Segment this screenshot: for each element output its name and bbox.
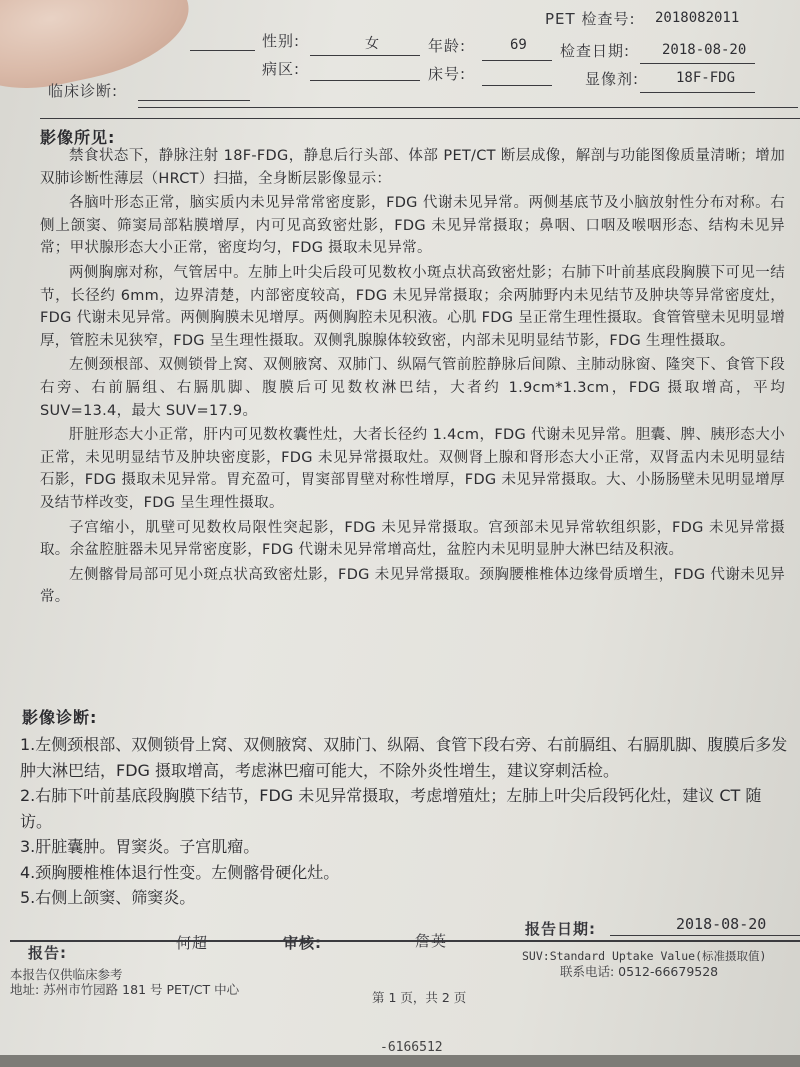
tracer-label: 显像剂: <box>585 70 640 88</box>
reviewer-name: 詹英 <box>415 932 448 950</box>
exam-date-value: 2018-08-20 <box>662 42 747 58</box>
bed-label: 床号: <box>428 65 467 83</box>
diagnosis-list <box>20 732 790 911</box>
reviewer-label: 审核: <box>283 934 322 952</box>
report-date-underline <box>610 935 800 936</box>
findings-paragraph: 肝脏形态大小正常，肝内可见数枚囊性灶，大者长径约 1.4cm，FDG 代谢未见异常。胆囊、脾、胰形态大小正常，未见明显结节及肿块密度影，FDG 未见异常摄取灶。双侧肾上腺和肾形态大小正常，双肾盂内未见明显结石影，FDG 摄取未见异常。胃充盈可，胃窦部胃壁对称性增厚，FDG 未见异常摄取。大、小肠肠壁未见明显增厚及结节样改变，FDG 呈生理性摄取。 <box>40 427 785 511</box>
reporter-name: 何超 <box>176 934 209 952</box>
pet-no-label: PET 检查号: <box>545 10 636 28</box>
diagnosis-item: 4.颈胸腰椎椎体退行性变。左侧髂骨硬化灶。 <box>20 862 340 882</box>
bed-underline <box>482 85 552 86</box>
exam-date-label: 检查日期: <box>560 42 631 60</box>
diagnosis-item: 1.左侧颈根部、双侧锁骨上窝、双侧腋窝、双肺门、纵隔、食管下段右旁、右前膈组、右膈肌脚、腹膜后多发肿大淋巴结，FDG 摄取增高，考虑淋巴瘤可能大，不除外炎性增生，建议穿刺活检。 <box>20 735 788 780</box>
gender-label: 性别: <box>262 32 301 50</box>
signoff-rule <box>10 940 800 942</box>
age-label: 年龄: <box>428 37 467 55</box>
address: 地址: 苏州市竹园路 181 号 PET/CT 中心 <box>10 982 240 997</box>
findings-paragraph: 子宫缩小，肌壁可见数枚局限性突起影，FDG 未见异常摄取。宫颈部未见异常软组织影，FDG 未见异常摄取。余盆腔脏器未见异常密度影，FDG 代谢未见异常增高灶，盆腔内未见明显肿大淋巴结及积液。 <box>40 519 785 559</box>
diagnosis-item: 3.肝脏囊肿。胃窦炎。子宫肌瘤。 <box>20 837 260 856</box>
findings-paragraph: 左侧髂骨局部可见小斑点状高致密灶影，FDG 未见异常摄取。颈胸腰椎椎体边缘骨质增生，FDG 代谢未见异常。 <box>40 566 785 606</box>
findings-paragraph: 左侧颈根部、双侧锁骨上窝、双侧腋窝、双肺门、纵隔气管前腔静脉后间隙、主肺动脉窗、隆突下、食管下段右旁、右前膈组、右膈肌脚、腹膜后可见数枚淋巴结，大者约 1.9cm*1.3cm，FDG 摄取增高，平均 SUV=13.4，最大 SUV=17.9。 <box>40 357 785 419</box>
suv-note: SUV:Standard Uptake Value(标准摄取值) <box>522 949 767 963</box>
name-underline <box>190 50 255 51</box>
gender-value: 女 <box>365 36 379 52</box>
findings-title: 影像所见: <box>40 128 116 147</box>
phone: 联系电话: 0512-66679528 <box>560 964 719 979</box>
age-value: 69 <box>510 37 527 53</box>
gender-underline <box>310 55 420 56</box>
ward-label: 病区: <box>262 60 301 78</box>
clinical-dx-underline <box>138 100 250 101</box>
tracer-value: 18F-FDG <box>676 70 736 86</box>
report-date-label: 报告日期: <box>525 920 596 938</box>
findings-paragraph: 禁食状态下，静脉注射 18F-FDG，静息后行头部、体部 PET/CT 断层成像，解剖与功能图像质量清晰；增加双肺诊断性薄层（HRCT）扫描，全身断层影像显示： <box>40 148 785 187</box>
clinical-dx-label: 临床诊断: <box>48 82 119 100</box>
header-separator <box>138 107 798 108</box>
findings-paragraph: 各脑叶形态正常，脑实质内未见异常常密度影，FDG 代谢未见异常。两侧基底节及小脑放射性分布对称。右侧上颌窦、筛窦局部粘膜增厚，内可见高致密灶影，FDG 未见异常摄取；鼻咽、口咽及喉咽形态、结构未见异常；甲状腺形态大小正常，密度均匀，FDG 摄取未见异常。 <box>40 195 785 257</box>
age-underline <box>482 60 552 61</box>
reporter-label: 报告: <box>28 944 67 962</box>
ward-underline <box>310 80 420 81</box>
findings-body <box>40 145 785 611</box>
page-number: 第 1 页，共 2 页 <box>372 990 467 1005</box>
diagnosis-item: 5.右侧上颌窦、筛窦炎。 <box>20 888 196 907</box>
report-date-value: 2018-08-20 <box>676 915 767 933</box>
table-edge <box>0 1055 800 1067</box>
exam-date-underline <box>640 63 755 64</box>
diagnosis-item: 2.右肺下叶前基底段胸膜下结节，FDG 未见异常摄取，考虑增殖灶；左肺上叶尖后段钙化灶，建议 CT 随访。 <box>20 786 762 831</box>
tracer-underline <box>640 92 755 93</box>
findings-paragraph: 两侧胸廓对称，气管居中。左肺上叶尖后段可见数枚小斑点状高致密灶影；右肺下叶前基底段胸膜下可见一结节，长径约 6mm，边界清楚，内部密度较高，FDG 未见异常摄取；余两肺野内未见结节及肿块等异常密度灶，FDG 代谢未见异常。两侧胸膜未见增厚。两侧胸腔未见积液。心肌 FDG 呈正常生理性摄取。食管管壁未见明显增厚，管腔未见狭窄，FDG 呈生理性摄取。双侧乳腺腺体较致密，内部未见明显结节影，FDG 生理性摄取。 <box>40 264 785 349</box>
next-page-edge: -6166512 <box>380 1040 443 1055</box>
diagnosis-title: 影像诊断: <box>22 708 98 727</box>
header-rule <box>40 118 800 119</box>
pet-no-value: 2018082011 <box>655 10 740 26</box>
disclaimer: 本报告仅供临床参考 <box>10 967 123 982</box>
